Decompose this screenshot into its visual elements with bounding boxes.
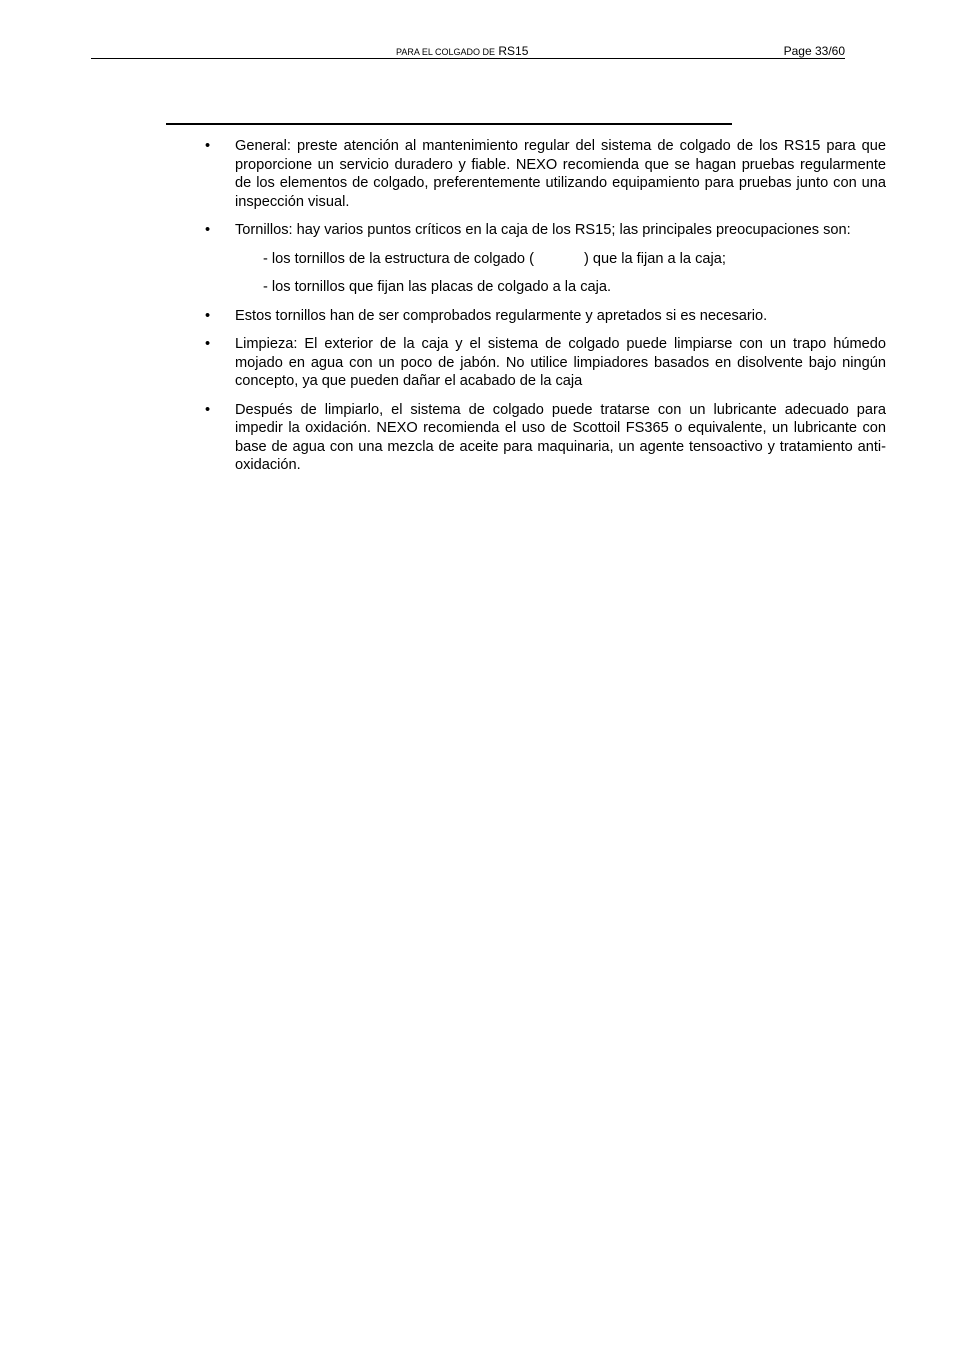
- page-header: [91, 42, 845, 59]
- list-item-text: Tornillos: hay varios puntos críticos en la caja de los RS15; las principales preocupaciones son:: [235, 222, 851, 238]
- sub-item-text-start: - los tornillos de la estructura de colgado (: [263, 250, 534, 267]
- list-item-text: Estos tornillos han de ser comprobados regularmente y apretados si es necesario.: [235, 307, 768, 324]
- bullet-icon: •: [205, 138, 211, 154]
- header-title-model: RS15: [498, 44, 529, 58]
- bullet-icon: •: [205, 336, 211, 352]
- list-item-text: General: preste atención al mantenimiento regular del sistema de colgado de los RS15 para que proporcione un servicio duradero y fiable. NEXO recomienda que se hagan pruebas regularmente de los elementos de colgado, preferentemente utilizando equipamiento para pruebas junto con una inspección visual.: [235, 138, 886, 210]
- sub-item-text: - los tornillos que fijan las placas de colgado a la caja.: [263, 279, 612, 295]
- bullet-icon: •: [205, 222, 211, 238]
- header-title: [396, 45, 528, 58]
- sub-item-text-end: ) que la fijan a la caja;: [583, 250, 726, 267]
- page-number: Page 33/60: [783, 44, 845, 58]
- sub-item: [205, 250, 886, 269]
- list-item: [205, 335, 886, 391]
- list-item-text: Después de limpiarlo, el sistema de colgado puede tratarse con un lubricante adecuado para impedir la oxidación. NEXO recomienda el uso de Scottoil FS365 o equivalente, un lubricante con base de agua con una mezcla de aceite para maquinaria, un agente tensoactivo y tratamiento anti-oxidación.: [235, 401, 886, 473]
- list-item: [205, 307, 886, 326]
- bullet-icon: •: [205, 401, 211, 418]
- maintenance-list: [205, 137, 886, 485]
- list-item: [205, 137, 886, 211]
- list-item: [205, 401, 886, 475]
- section-divider: [166, 123, 732, 125]
- list-item-text: Limpieza: El exterior de la caja y el sistema de colgado puede limpiarse con un trapo húmedo mojado en agua con un poco de jabón. No utilice limpiadores basados en disolvente bajo ningún concepto, ya que pueden dañar el acabado de la caja: [235, 336, 886, 389]
- sub-item: [205, 278, 886, 297]
- bullet-icon: •: [205, 307, 211, 324]
- header-title-prefix: PARA EL COLGADO DE: [396, 47, 496, 57]
- list-item: [205, 221, 886, 240]
